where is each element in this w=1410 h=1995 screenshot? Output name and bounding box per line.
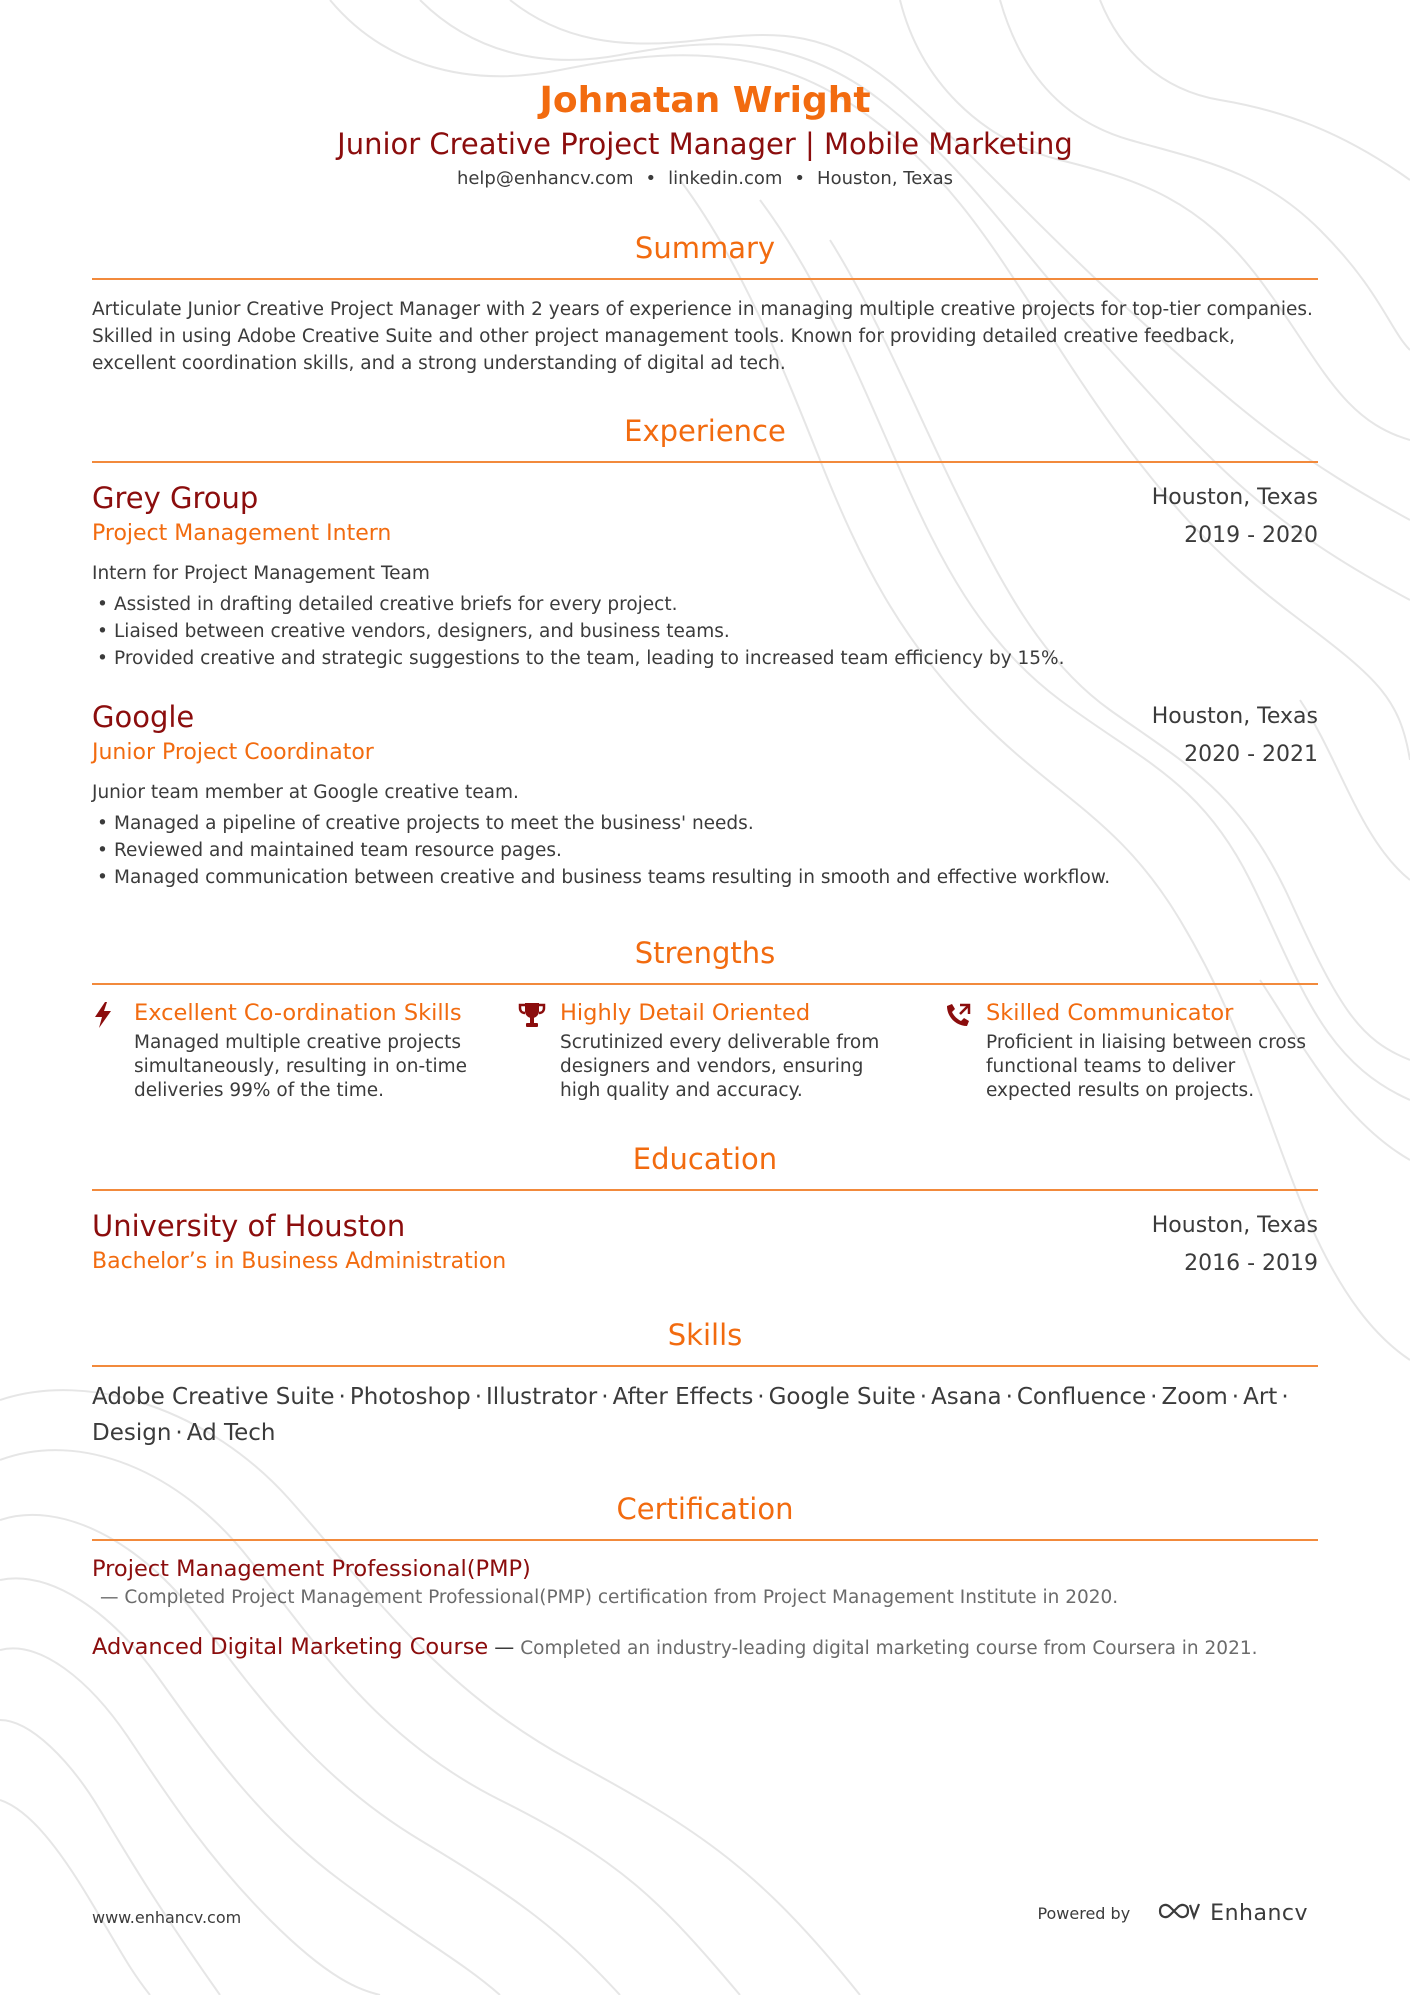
experience-section bbox=[92, 413, 1318, 891]
certification-description: — Completed Project Management Professional(PMP) certification from Project Management Institute in 2020. bbox=[100, 1587, 1119, 1608]
company-name: Google bbox=[92, 700, 195, 734]
candidate-headline: Junior Creative Project Manager | Mobile Marketing bbox=[337, 127, 1073, 161]
footer-branding bbox=[1037, 1900, 1308, 1926]
certification-name: Advanced Digital Marketing Course bbox=[92, 1634, 489, 1660]
skill-item: Illustrator bbox=[486, 1384, 598, 1410]
skill-item: Art bbox=[1243, 1384, 1278, 1410]
enhancv-logo-icon bbox=[1156, 1900, 1202, 1926]
summary-text: Articulate Junior Creative Project Manager with 2 years of experience in managing multiple creative projects for top-tier companies. Skilled in using Adobe Creative Suite and other project management tools. Known for providing detailed creative feedback, excellent coordination skills, and a strong understanding of digital ad tech. bbox=[92, 299, 1313, 374]
education-section bbox=[92, 1141, 1318, 1279]
job-location: Houston, Texas bbox=[1151, 704, 1318, 729]
skill-item: Ad Tech bbox=[186, 1420, 276, 1446]
location-text: Houston, Texas bbox=[817, 168, 954, 189]
summary-title: Summary bbox=[92, 230, 1318, 280]
education-dates: 2016 - 2019 bbox=[1184, 1251, 1318, 1276]
job-role: Project Management Intern bbox=[92, 521, 392, 546]
certification-entry bbox=[92, 1553, 1318, 1611]
strength-title: Highly Detail Oriented bbox=[560, 1000, 811, 1026]
skill-item: Zoom bbox=[1161, 1384, 1228, 1410]
summary-section bbox=[92, 230, 1318, 377]
resume-page bbox=[92, 78, 1318, 1663]
skill-item: Google Suite bbox=[768, 1384, 916, 1410]
experience-title: Experience bbox=[92, 413, 1318, 463]
degree-name: Bachelor’s in Business Administration bbox=[92, 1249, 507, 1274]
bullet-item: • Managed a pipeline of creative projects to meet the business' needs. bbox=[92, 810, 1318, 837]
skill-item: After Effects bbox=[612, 1384, 754, 1410]
powered-by-text: Powered by bbox=[1037, 1903, 1131, 1923]
bullet-item: • Liaised between creative vendors, designers, and business teams. bbox=[92, 618, 1318, 645]
skill-item: Confluence bbox=[1016, 1384, 1147, 1410]
skill-item: Photoshop bbox=[349, 1384, 471, 1410]
bullet-item: • Provided creative and strategic suggestions to the team, leading to increased team efficiency by 15%. bbox=[92, 645, 1318, 672]
certification-name: Project Management Professional(PMP) bbox=[92, 1556, 531, 1582]
skill-item: Design bbox=[92, 1420, 172, 1446]
job-description: Intern for Project Management Team bbox=[92, 563, 430, 584]
bullet-item: • Managed communication between creative and business teams resulting in smooth and effective workflow. bbox=[92, 864, 1318, 891]
certification-description: Completed an industry-leading digital marketing course from Coursera in 2021. bbox=[520, 1638, 1258, 1659]
strengths-section bbox=[92, 935, 1318, 1103]
strength-item bbox=[92, 997, 518, 1103]
job-bullets bbox=[92, 591, 1318, 672]
resume-header bbox=[92, 78, 1318, 192]
job-entry bbox=[92, 698, 1318, 891]
lightning-icon bbox=[92, 997, 134, 1033]
certification-entry bbox=[92, 1631, 1318, 1663]
job-description: Junior team member at Google creative team. bbox=[92, 782, 519, 803]
strength-title: Excellent Co-ordination Skills bbox=[134, 1000, 462, 1026]
strength-item bbox=[944, 997, 1318, 1103]
job-meta bbox=[1152, 479, 1318, 555]
strengths-title: Strengths bbox=[92, 935, 1318, 985]
strength-description: Proficient in liaising between cross functional teams to deliver expected results on projects. bbox=[986, 1032, 1307, 1101]
school-name: University of Houston bbox=[92, 1209, 406, 1243]
separator-dot: • bbox=[645, 168, 657, 189]
job-bullets bbox=[92, 810, 1318, 891]
job-dates: 2019 - 2020 bbox=[1184, 523, 1318, 548]
strength-title: Skilled Communicator bbox=[986, 1000, 1234, 1026]
linkedin-link[interactable]: linkedin.com bbox=[668, 168, 783, 189]
footer-website[interactable]: www.enhancv.com bbox=[92, 1908, 242, 1927]
trophy-icon bbox=[518, 997, 560, 1033]
skills-list: Adobe Creative Suite · Photoshop · Illustrator · After Effects · Google Suite · Asana · Confluence · Zoom · Art · Design · Ad Tech bbox=[92, 1384, 1289, 1446]
candidate-name: Johnatan Wright bbox=[539, 80, 871, 121]
certification-section bbox=[92, 1491, 1318, 1663]
job-dates: 2020 - 2021 bbox=[1184, 742, 1318, 767]
skills-section bbox=[92, 1317, 1318, 1451]
strength-description: Managed multiple creative projects simultaneously, resulting in on-time deliveries 99% of the time. bbox=[134, 1032, 467, 1101]
certification-title: Certification bbox=[92, 1491, 1318, 1541]
education-meta bbox=[1152, 1207, 1318, 1283]
company-name: Grey Group bbox=[92, 481, 259, 515]
education-title: Education bbox=[92, 1141, 1318, 1191]
skill-item: Adobe Creative Suite bbox=[92, 1384, 335, 1410]
strengths-list bbox=[92, 997, 1318, 1103]
skill-item: Asana bbox=[931, 1384, 1002, 1410]
communication-icon bbox=[944, 997, 986, 1033]
skills-title: Skills bbox=[92, 1317, 1318, 1367]
job-meta bbox=[1152, 698, 1318, 774]
bullet-item: • Assisted in drafting detailed creative briefs for every project. bbox=[92, 591, 1318, 618]
job-location: Houston, Texas bbox=[1151, 485, 1318, 510]
job-role: Junior Project Coordinator bbox=[92, 740, 374, 765]
job-entry bbox=[92, 479, 1318, 672]
education-entry bbox=[92, 1207, 1318, 1279]
education-location: Houston, Texas bbox=[1151, 1213, 1318, 1238]
separator-dot: • bbox=[794, 168, 806, 189]
dash-separator: — bbox=[494, 1635, 515, 1659]
email-link[interactable]: help@enhancv.com bbox=[456, 168, 634, 189]
strength-item bbox=[518, 997, 944, 1103]
bullet-item: • Reviewed and maintained team resource pages. bbox=[92, 837, 1318, 864]
strength-description: Scrutinized every deliverable from designers and vendors, ensuring high quality and accuracy. bbox=[560, 1032, 880, 1101]
brand-name: Enhancv bbox=[1210, 1900, 1308, 1926]
contact-info bbox=[92, 166, 1318, 192]
